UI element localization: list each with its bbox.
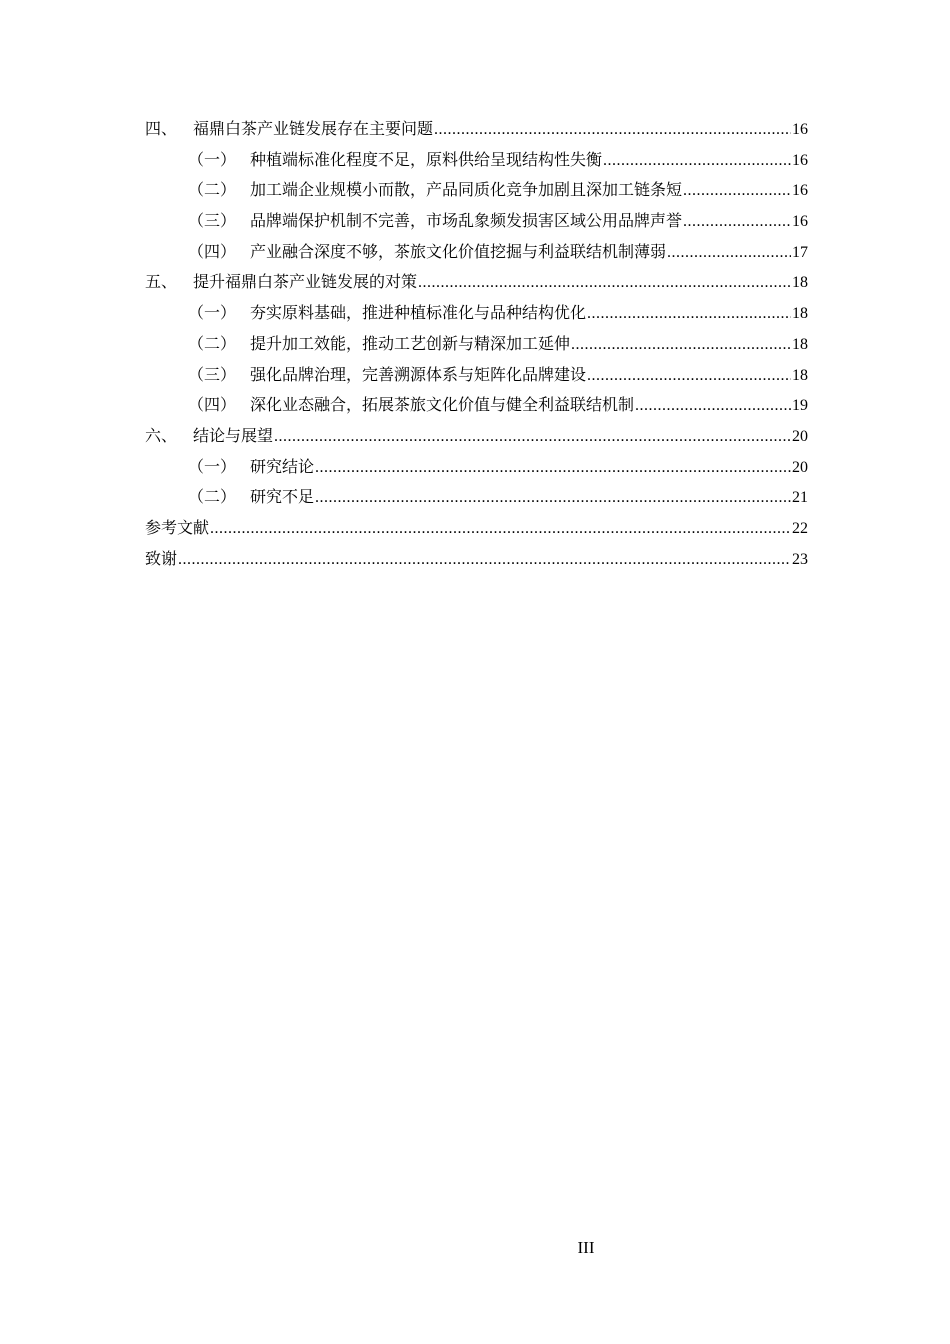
toc-entry-title: 研究不足 (250, 487, 315, 507)
toc-entry-page: 22 (792, 519, 808, 537)
toc-entry[interactable] (145, 482, 808, 513)
toc-dot-leader (274, 422, 791, 453)
toc-dot-leader (635, 391, 791, 422)
toc-entry-number: （三） (188, 211, 237, 231)
toc-entry-number: （三） (188, 364, 237, 384)
toc-entry-title: 夯实原料基础，推进种植标准化与品种结构优化 (250, 303, 587, 323)
toc-entry[interactable] (145, 114, 808, 145)
toc-entry-page: 18 (792, 335, 808, 353)
toc-entry-number: 六、 (145, 425, 178, 445)
toc-dot-leader (315, 483, 791, 514)
toc-entry-number: （二） (188, 487, 237, 507)
toc-entry-page: 18 (792, 305, 808, 323)
toc-entry-number: （一） (188, 149, 237, 169)
toc-entry[interactable] (145, 329, 808, 360)
toc-entry-references[interactable] (145, 513, 808, 544)
toc-entry-number: （四） (188, 241, 237, 261)
toc-entry-page: 20 (792, 427, 808, 445)
toc-entry[interactable] (145, 452, 808, 483)
toc-entry-number: 五、 (145, 272, 178, 292)
toc-dot-leader (603, 146, 791, 177)
toc-entry-number: 四、 (145, 119, 178, 138)
toc-dot-leader (587, 361, 791, 392)
toc-entry[interactable] (145, 175, 808, 206)
toc-dot-leader (683, 176, 791, 207)
toc-entry[interactable] (145, 421, 808, 452)
toc-entry-title: 提升加工效能，推动工艺创新与精深加工延伸 (250, 333, 571, 353)
toc-entry-number: （二） (188, 333, 237, 353)
toc-entry[interactable] (145, 267, 808, 298)
toc-entry-page: 16 (792, 182, 808, 200)
toc-entry-page: 16 (792, 121, 808, 138)
toc-entry-title: 福鼎白茶产业链发展存在主要问题 (193, 119, 434, 138)
toc-entry-title: 参考文献 (145, 517, 210, 537)
toc-dot-leader (667, 238, 791, 269)
toc-entry[interactable] (145, 145, 808, 176)
toc-entry-page: 17 (792, 243, 808, 261)
toc-entry-page: 21 (792, 489, 808, 507)
toc-entry-title: 强化品牌治理，完善溯源体系与矩阵化品牌建设 (250, 364, 587, 384)
toc-entry-title: 结论与展望 (193, 425, 274, 445)
toc-entry-page: 18 (792, 366, 808, 384)
toc-dot-leader (315, 453, 791, 484)
toc-entry-number: （四） (188, 395, 237, 415)
toc-dot-leader (571, 330, 791, 361)
table-of-contents (145, 114, 808, 574)
toc-entry-page: 23 (792, 550, 808, 568)
toc-entry[interactable] (145, 390, 808, 421)
toc-entry-title: 品牌端保护机制不完善，市场乱象频发损害区域公用品牌声誉 (250, 211, 683, 231)
toc-dot-leader (210, 514, 791, 545)
toc-dot-leader (178, 545, 791, 576)
toc-entry-number: （一） (188, 456, 237, 476)
toc-entry[interactable] (145, 237, 808, 268)
toc-entry-title: 研究结论 (250, 456, 315, 476)
toc-entry[interactable] (145, 360, 808, 391)
toc-entry-page: 16 (792, 151, 808, 169)
toc-entry-title: 致谢 (145, 548, 178, 568)
toc-entry-title: 产业融合深度不够，茶旅文化价值挖掘与利益联结机制薄弱 (250, 241, 667, 261)
toc-entry-title: 提升福鼎白茶产业链发展的对策 (193, 272, 418, 292)
toc-entry-title: 深化业态融合，拓展茶旅文化价值与健全利益联结机制 (250, 395, 635, 415)
toc-dot-leader (683, 207, 791, 238)
toc-dot-leader (434, 115, 791, 146)
toc-entry-number: （一） (188, 303, 237, 323)
toc-entry-acknowledgements[interactable] (145, 544, 808, 575)
toc-entry[interactable] (145, 298, 808, 329)
toc-entry-page: 20 (792, 458, 808, 476)
page-number: III (577, 1238, 595, 1257)
toc-entry-title: 种植端标准化程度不足，原料供给呈现结构性失衡 (250, 149, 603, 169)
toc-entry-number: （二） (188, 180, 237, 200)
toc-dot-leader (418, 268, 791, 299)
toc-dot-leader (587, 299, 791, 330)
toc-entry-page: 18 (792, 274, 808, 292)
toc-entry-title: 加工端企业规模小而散，产品同质化竞争加剧且深加工链条短 (250, 180, 683, 200)
toc-entry-page: 16 (792, 213, 808, 231)
toc-entry-page: 19 (792, 397, 808, 415)
toc-entry[interactable] (145, 206, 808, 237)
